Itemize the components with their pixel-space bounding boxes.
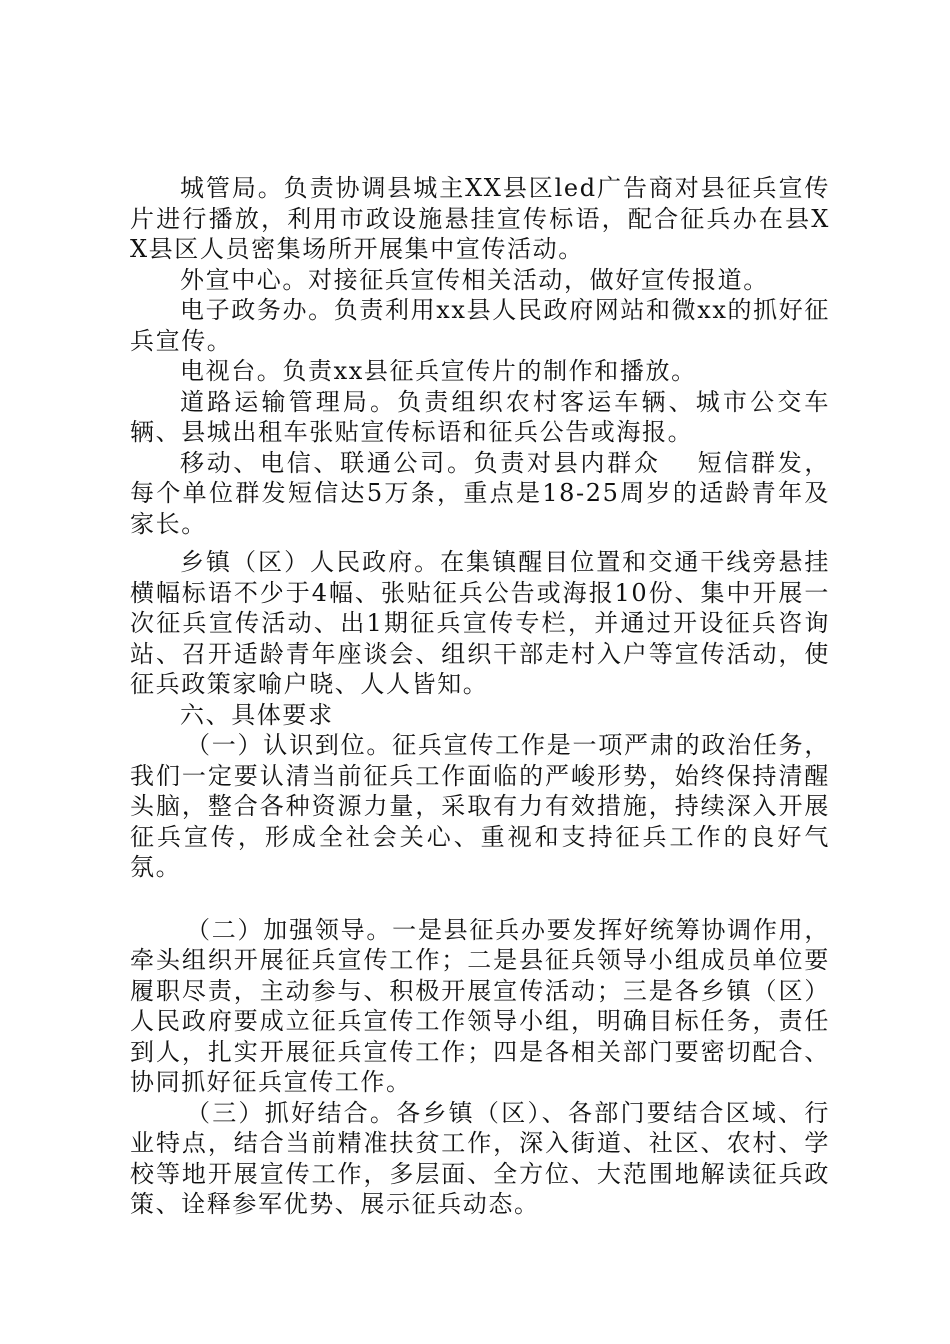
paragraph-waixuan: 外宣中心。对接征兵宣传相关活动，做好宣传报道。 [180,265,769,294]
paragraph-chengguan: 城管局。负责协调县城主XX县区led广告商对县征兵宣传片进行播放，利用市政设施悬挂宣传标语，配合征兵办在县XX县区人员密集场所开展集中宣传活动。 [130,174,830,263]
paragraph-xiangzhen: 乡镇（区）人民政府。在集镇醒目位置和交通干线旁悬挂横幅标语不少于4幅、张贴征兵公告或海报10份、集中开展一次征兵宣传活动、出1期征兵宣传专栏，并通过开设征兵咨询站、召开适龄青年座谈会、组织干部走村入户等宣传活动，使征兵政策家喻户晓、人人皆知。 [130,548,830,698]
paragraph-dianzizhengwu: 电子政务办。负责利用xx县人民政府网站和微xx的抓好征兵宣传。 [130,296,830,355]
section-heading-requirements: 六、具体要求 [180,700,334,729]
paragraph-requirement-2: （二）加强领导。一是县征兵办要发挥好统筹协调作用，牵头组织开展征兵宣传工作；二是县征兵领导小组成员单位要履职尽责，主动参与、积极开展宣传活动；三是各乡镇（区）人民政府要成立征兵宣传工作领导小组，明确目标任务，责任到人，扎实开展征兵宣传工作；四是各相关部门要密切配合、协同抓好征兵宣传工作。 [130,915,830,1096]
telecom-part-1: 移动、电信、联通公司。负责对县内群众 [180,448,661,477]
paragraph-requirement-3: （三）抓好结合。各乡镇（区）、各部门要结合区域、行业特点，结合当前精准扶贫工作，深入街道、社区、农村、学校等地开展宣传工作，多层面、全方位、大范围地解读征兵政策、诠释参军优势、展示征兵动态。 [130,1098,830,1218]
paragraph-dianshitai: 电视台。负责xx县征兵宣传片的制作和播放。 [180,357,697,385]
paragraph-daolu: 道路运输管理局。负责组织农村客运车辆、城市公交车辆、县城出租车张贴宣传标语和征兵公告或海报。 [130,387,830,446]
document-page [130,173,830,1220]
telecom-part-2: 短信群发，每个单位群发短信达5万条，重点是18-25周岁的适龄青年及家长。 [130,448,830,538]
paragraph-requirement-1: （一）认识到位。征兵宣传工作是一项严肃的政治任务，我们一定要认清当前征兵工作面临的严峻形势，始终保持清醒头脑，整合各种资源力量，采取有力有效措施，持续深入开展征兵宣传，形成全社会关心、重视和支持征兵工作的良好气氛。 [130,731,830,881]
paragraph-telecom [130,448,830,540]
